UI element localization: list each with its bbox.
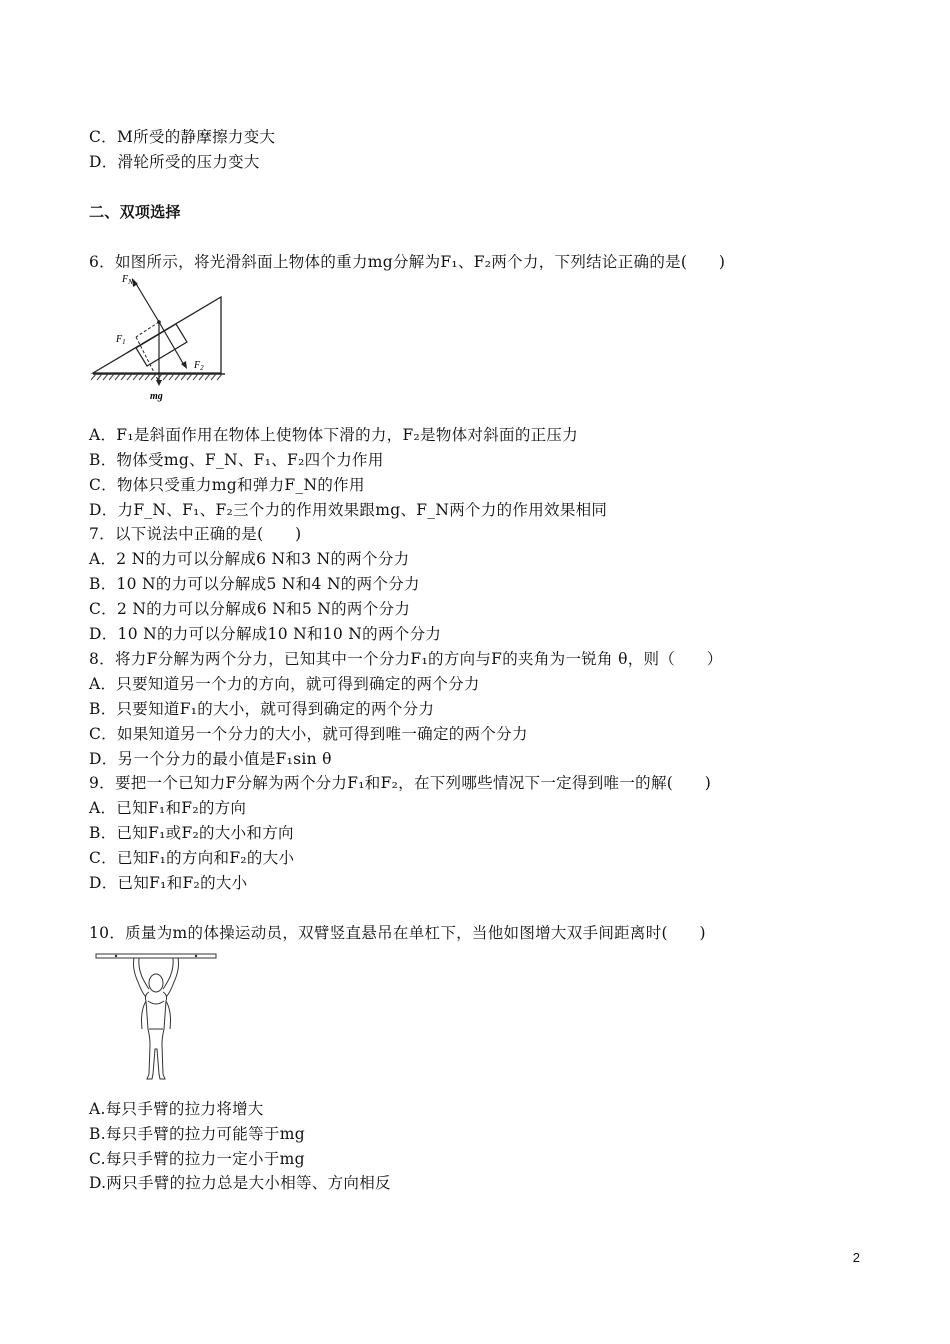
q9-option-b: B．已知F₁或F₂的大小和方向 — [89, 824, 294, 842]
f1-label: $F_1$ — [116, 334, 126, 346]
q10-option-d: D.两只手臂的拉力总是大小相等、方向相反 — [89, 1174, 391, 1192]
q8-option-c: C．如果知道另一个分力的大小，就可得到唯一确定的两个分力 — [89, 725, 528, 743]
section-heading: 二、双项选择 — [89, 203, 181, 221]
q7-option-b: B．10 N的力可以分解成5 N和4 N的两个分力 — [89, 575, 420, 593]
q7-stem: 7．以下说法中正确的是( ) — [89, 525, 302, 543]
q8-option-a: A．只要知道另一个力的方向，就可得到确定的两个分力 — [89, 675, 480, 693]
incline-force-diagram — [88, 270, 233, 405]
q8-stem: 8．将力F分解为两个分力，已知其中一个分力F₁的方向与F的夹角为一锐角 θ，则（ ） — [89, 650, 723, 668]
q10-option-c: C.每只手臂的拉力一定小于mg — [89, 1150, 305, 1168]
q8-option-b: B．只要知道F₁的大小，就可得到确定的两个分力 — [89, 700, 435, 718]
q8-option-d: D．另一个分力的最小值是F₁sin θ — [89, 750, 332, 768]
gymnast-figure — [94, 949, 219, 1084]
option-c-prev: C．M所受的静摩擦力变大 — [89, 128, 276, 146]
q6-stem: 6．如图所示，将光滑斜面上物体的重力mg分解为F₁、F₂两个力，下列结论正确的是( ) — [89, 253, 726, 271]
q6-option-d: D．力F_N、F₁、F₂三个力的作用效果跟mg、F_N两个力的作用效果相同 — [89, 501, 608, 519]
q9-option-d: D．已知F₁和F₂的大小 — [89, 874, 248, 892]
mg-label: mg — [150, 391, 163, 402]
q10-option-b: B.每只手臂的拉力可能等于mg — [89, 1125, 305, 1143]
q7-option-d: D．10 N的力可以分解成10 N和10 N的两个分力 — [89, 625, 442, 643]
q9-option-c: C．已知F₁的方向和F₂的大小 — [89, 849, 295, 867]
option-d-prev: D．滑轮所受的压力变大 — [89, 153, 260, 171]
f2-label: $F_2$ — [194, 360, 204, 372]
q9-stem: 9．要把一个已知力F分解为两个分力F₁和F₂，在下列哪些情况下一定得到唯一的解( ) — [89, 774, 712, 792]
q6-option-b: B．物体受mg、F_N、F₁、F₂四个力作用 — [89, 451, 384, 469]
q6-option-c: C．物体只受重力mg和弹力F_N的作用 — [89, 476, 365, 494]
q10-option-a: A.每只手臂的拉力将增大 — [89, 1100, 264, 1118]
q7-option-a: A．2 N的力可以分解成6 N和3 N的两个分力 — [89, 550, 410, 568]
fn-label: $F_N$ — [122, 274, 133, 286]
q6-option-a: A．F₁是斜面作用在物体上使物体下滑的力，F₂是物体对斜面的正压力 — [89, 426, 579, 444]
q7-option-c: C．2 N的力可以分解成6 N和5 N的两个分力 — [89, 600, 411, 618]
q9-option-a: A．已知F₁和F₂的方向 — [89, 799, 247, 817]
page-number: 2 — [852, 1250, 860, 1265]
q10-stem: 10．质量为m的体操运动员，双臂竖直悬吊在单杠下，当他如图增大双手间距离时( ) — [89, 924, 706, 942]
